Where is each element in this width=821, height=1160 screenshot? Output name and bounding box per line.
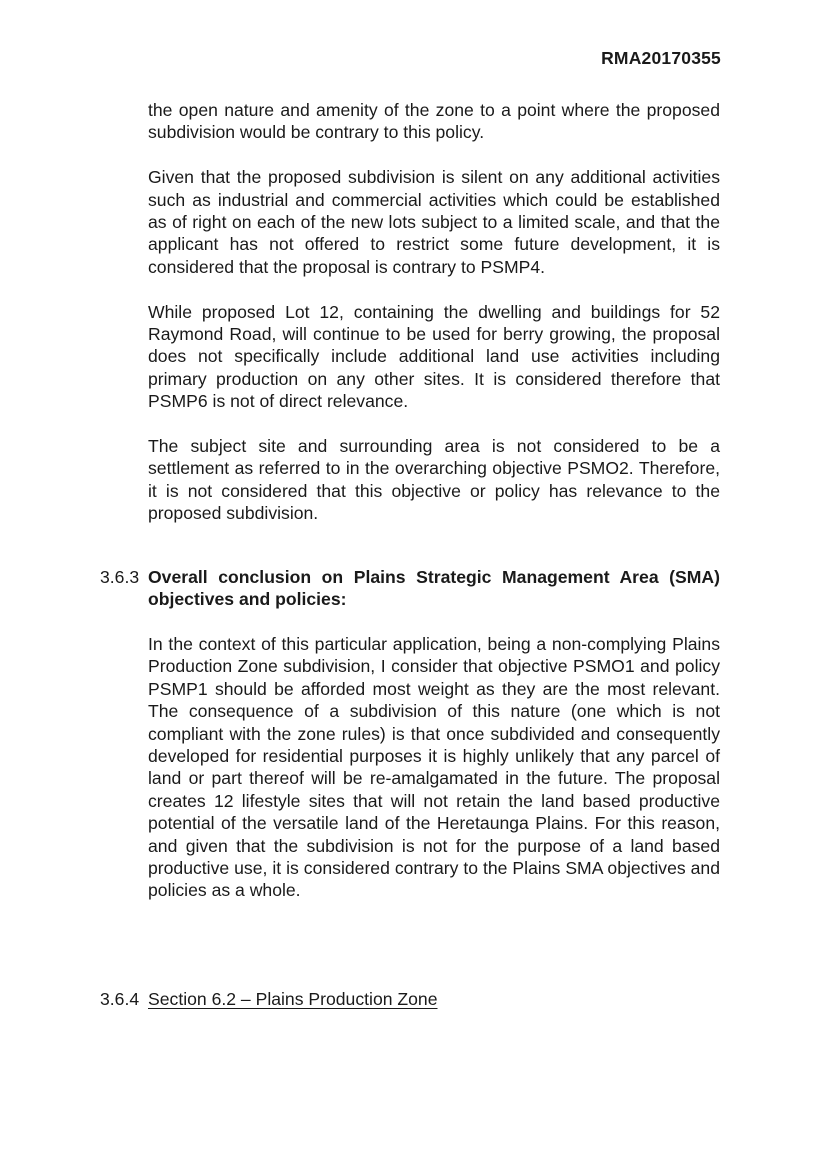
paragraph-psmp6: While proposed Lot 12, containing the dwelling and buildings for 52 Raymond Road, will continue to be used for berry growing, the proposal does not specifically include additional land use activities including primary production on any other sites. It is considered therefore that PSMP6 is not of direct relevance. [148, 301, 720, 412]
section-number: 3.6.4 [100, 989, 140, 1009]
body-text-conclusion [148, 633, 720, 924]
paragraph-conclusion: In the context of this particular application, being a non-complying Plains Production Zone subdivision, I consider that objective PSMO1 and policy PSMP1 should be afforded most weight as they are the most relevant. The consequence of a subdivision of this nature (one which is not compliant with the zone rules) is that once subdivided and consequently developed for residential purposes it is highly unlikely that any parcel of land or part thereof will be re-amalgamated in the future. The proposal creates 12 lifestyle sites that will not retain the land based productive potential of the versatile land of the Heretaunga Plains. For this reason, and given that the subdivision is not for the purpose of a land based productive use, it is considered contrary to the Plains SMA objectives and policies as a whole. [148, 634, 720, 901]
paragraph-psmp4: Given that the proposed subdivision is silent on any additional activities such as industrial and commercial activities which could be established as of right on each of the new lots subject to a limited scale, and that the applicant has not offered to restrict some future development, it is considered that the proposal is contrary to PSMP4. [148, 167, 720, 277]
paragraph-policy-continuation: the open nature and amenity of the zone to a point where the proposed subdivision would be contrary to this policy. [148, 100, 720, 143]
section-heading: Overall conclusion on Plains Strategic Management Area (SMA) objectives and policies: [148, 567, 720, 610]
section-number: 3.6.3 [100, 567, 140, 587]
body-text-top [148, 99, 720, 547]
section-heading-link: Section 6.2 – Plains Production Zone [148, 989, 438, 1009]
document-reference: RMA20170355 [601, 48, 721, 68]
paragraph-psmo2: The subject site and surrounding area is not considered to be a settlement as referred to in the overarching objective PSMO2. Therefore, it is not considered that this objective or policy has relevance to the proposed subdivision. [148, 436, 720, 524]
